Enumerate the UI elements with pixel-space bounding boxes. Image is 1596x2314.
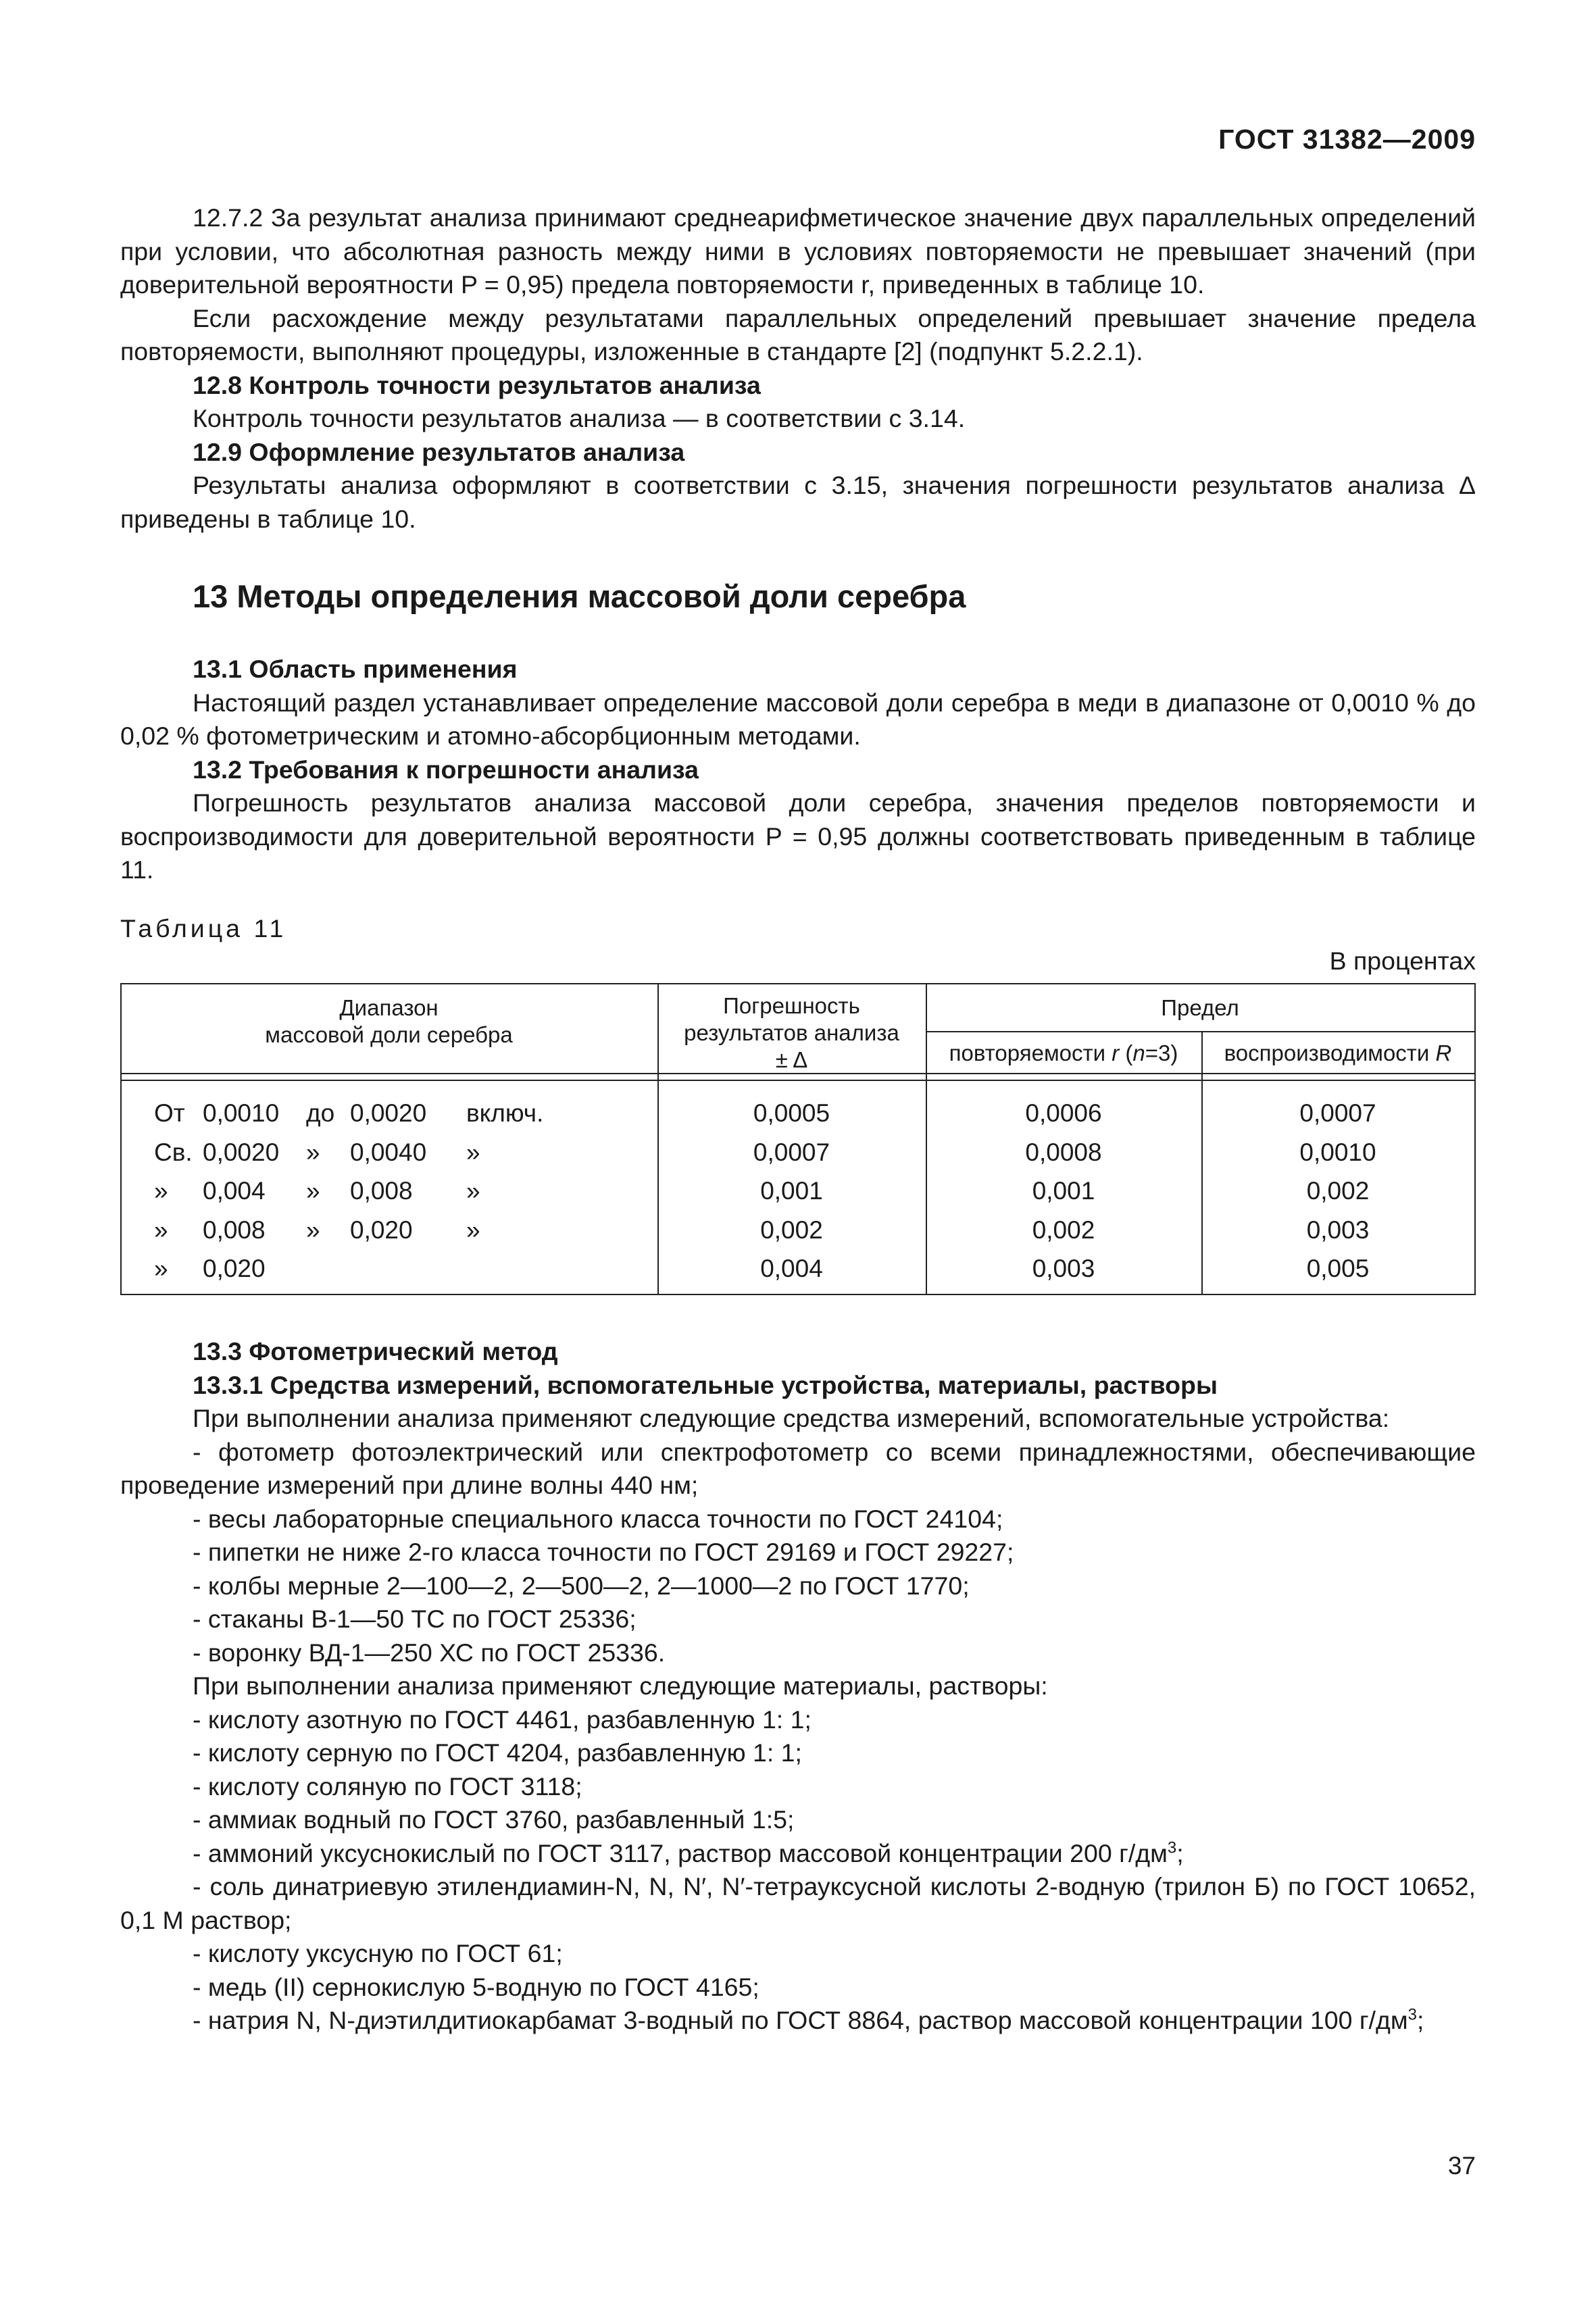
- paragraph-materials-intro: При выполнении анализа применяют следующие материалы, растворы:: [193, 1671, 1048, 1700]
- paragraph-12-7-2-cont: Если расхождение между результатами параллельных определений превышает значение предела повторяемости, выполняют процедуры, изложенные в стандарте [2] (подпункт 5.2.2.1).: [120, 303, 1476, 366]
- table-cell-R: 0,003: [1306, 1215, 1370, 1244]
- list-item: - аммоний уксуснокислый по ГОСТ 3117, раствор массовой концентрации 200 $г/дм^3$;: [193, 1838, 1184, 1867]
- heading-12-8: 12.8 Контроль точности результатов анализа: [193, 370, 761, 399]
- paragraph-12-7-2: 12.7.2 За результат анализа принимают среднеарифметическое значение двух параллельных определений при условии, что абсолютная разность между ними в условиях повторяемости не превышает значений (при доверительной вероятности P = 0,95) предела повторяемости r, приведенных в таблице 10.: [120, 203, 1476, 299]
- document-header-id: ГОСТ 31382—2009: [1218, 124, 1476, 155]
- table-cell-err: 0,0005: [753, 1099, 830, 1127]
- range-part: до: [306, 1099, 335, 1127]
- list-item: - пипетки не ниже 2-го класса точности по ГОСТ 29169 и ГОСТ 29227;: [193, 1538, 1014, 1566]
- list-item: - воронку ВД-1—250 ХС по ГОСТ 25336.: [193, 1638, 666, 1667]
- heading-13-3-1: 13.3.1 Средства измерений, вспомогательные устройства, материалы, растворы: [193, 1370, 1218, 1399]
- range-part: »: [466, 1138, 480, 1166]
- header-error: Погрешность результатов анализа ± Δ: [684, 993, 899, 1072]
- list-item: - кислоту азотную по ГОСТ 4461, разбавленную 1: 1;: [193, 1705, 812, 1734]
- range-part: 0,004: [203, 1177, 266, 1205]
- table-cell-R: 0,005: [1306, 1255, 1370, 1282]
- section-13-title-block: [120, 580, 1476, 613]
- range-part: »: [154, 1177, 168, 1205]
- section-13-title: 13 Методы определения массовой доли серебра: [193, 578, 966, 614]
- paragraph-13-2: Погрешность результатов анализа массовой доли серебра, значения пределов повторяемости и воспроизводимости для доверительной вероятности P = 0,95 должны соответствовать приведенным в таблице 11.: [120, 788, 1476, 884]
- list-item: - кислоту уксусную по ГОСТ 61;: [193, 1939, 563, 1967]
- range-part: 0,0020: [203, 1138, 280, 1166]
- range-part: От: [154, 1099, 185, 1127]
- page-number: 37: [1447, 2152, 1476, 2180]
- list-item: - колбы мерные 2—100—2, 2—500—2, 2—1000—2 по ГОСТ 1770;: [193, 1571, 970, 1600]
- list-item: - весы лабораторные специального класса точности по ГОСТ 24104;: [193, 1504, 1003, 1533]
- table-cell-R: 0,0010: [1299, 1138, 1376, 1166]
- range-part: »: [306, 1177, 320, 1205]
- list-item: - кислоту соляную по ГОСТ 3118;: [193, 1771, 582, 1801]
- table-cell-r: 0,003: [1032, 1255, 1095, 1282]
- table-cell-R: 0,0007: [1299, 1099, 1376, 1127]
- table-caption: Таблица 11: [120, 914, 287, 942]
- table-cell-err: 0,004: [760, 1255, 823, 1282]
- range-part: 0,0010: [203, 1099, 280, 1127]
- table-11: [120, 983, 1476, 1295]
- range-part: »: [306, 1138, 320, 1166]
- range-part: Св.: [154, 1138, 193, 1166]
- table-cell-r: 0,0008: [1025, 1138, 1102, 1166]
- range-part: 0,0040: [350, 1138, 427, 1166]
- table-cell-r: 0,0006: [1025, 1099, 1102, 1127]
- section-13-text: [120, 653, 1476, 887]
- range-part: »: [466, 1177, 480, 1205]
- section-12-text: [120, 201, 1476, 536]
- range-part: 0,0020: [350, 1099, 427, 1127]
- list-item: - аммиак водный по ГОСТ 3760, разбавленный 1:5;: [193, 1805, 795, 1834]
- table-cell-err: 0,001: [760, 1177, 823, 1205]
- header-range: Диапазон массовой доли серебра: [265, 995, 513, 1047]
- header-limit: Предел: [1161, 995, 1239, 1020]
- range-part: »: [154, 1215, 168, 1244]
- paragraph-13-1: Настоящий раздел устанавливает определение массовой доли серебра в меди в диапазоне от 0,0010 % до 0,02 % фотометрическим и атомно-абсорбционным методами.: [120, 688, 1476, 750]
- range-part: »: [154, 1255, 168, 1282]
- list-item: - натрия N, N-диэтилдитиокарбамат 3-водный по ГОСТ 8864, раствор массовой концентрации 100 $г/дм^3$;: [193, 2005, 1424, 2034]
- list-item: - медь (II) сернокислую 5-водную по ГОСТ 4165;: [193, 1972, 759, 2001]
- paragraph-12-8: Контроль точности результатов анализа — в соответствии с 3.14.: [193, 404, 966, 432]
- table-cell-err: 0,0007: [753, 1138, 830, 1166]
- range-part: 0,008: [350, 1177, 413, 1205]
- heading-12-9: 12.9 Оформление результатов анализа: [193, 437, 685, 466]
- table-cell-err: 0,002: [760, 1215, 823, 1244]
- range-part: 0,020: [203, 1255, 266, 1282]
- range-part: 0,008: [203, 1215, 266, 1244]
- heading-13-1: 13.1 Область применения: [193, 655, 518, 683]
- table-cell-r: 0,001: [1032, 1177, 1095, 1205]
- section-13-3-text: [120, 1335, 1476, 2038]
- range-part: »: [466, 1215, 480, 1244]
- table-cell-r: 0,002: [1032, 1215, 1095, 1244]
- header-reproducibility: воспроизводимости R: [1224, 1040, 1452, 1065]
- list-item: - стаканы В-1—50 ТС по ГОСТ 25336;: [193, 1605, 637, 1633]
- paragraph-equipment-intro: При выполнении анализа применяют следующие средства измерений, вспомогательные устройства:: [193, 1404, 1390, 1432]
- table-units: В процентах: [1329, 947, 1476, 975]
- list-item: - соль динатриевую этилендиамин-N, N, N′, N′-тетрауксусной кислоты 2-водную (трилон Б) по ГОСТ 10652, 0,1 М раствор;: [120, 1872, 1476, 1934]
- header-repeatability: повторяемости r (n=3): [949, 1040, 1178, 1065]
- heading-13-2: 13.2 Требования к погрешности анализа: [193, 755, 699, 784]
- list-item: - фотометр фотоэлектрический или спектрофотометр со всеми принадлежностями, обеспечивающие проведение измерений при длине волны 440 нм;: [120, 1437, 1476, 1499]
- list-item: - кислоту серную по ГОСТ 4204, разбавленную 1: 1;: [193, 1738, 802, 1767]
- paragraph-12-9: Результаты анализа оформляют в соответствии с 3.15, значения погрешности результатов анализа Δ приведены в таблице 10.: [120, 471, 1476, 533]
- range-part: 0,020: [350, 1215, 413, 1244]
- heading-13-3: 13.3 Фотометрический метод: [193, 1337, 558, 1365]
- range-part: »: [306, 1215, 320, 1244]
- table-cell-R: 0,002: [1306, 1177, 1370, 1205]
- range-part: включ.: [466, 1099, 544, 1127]
